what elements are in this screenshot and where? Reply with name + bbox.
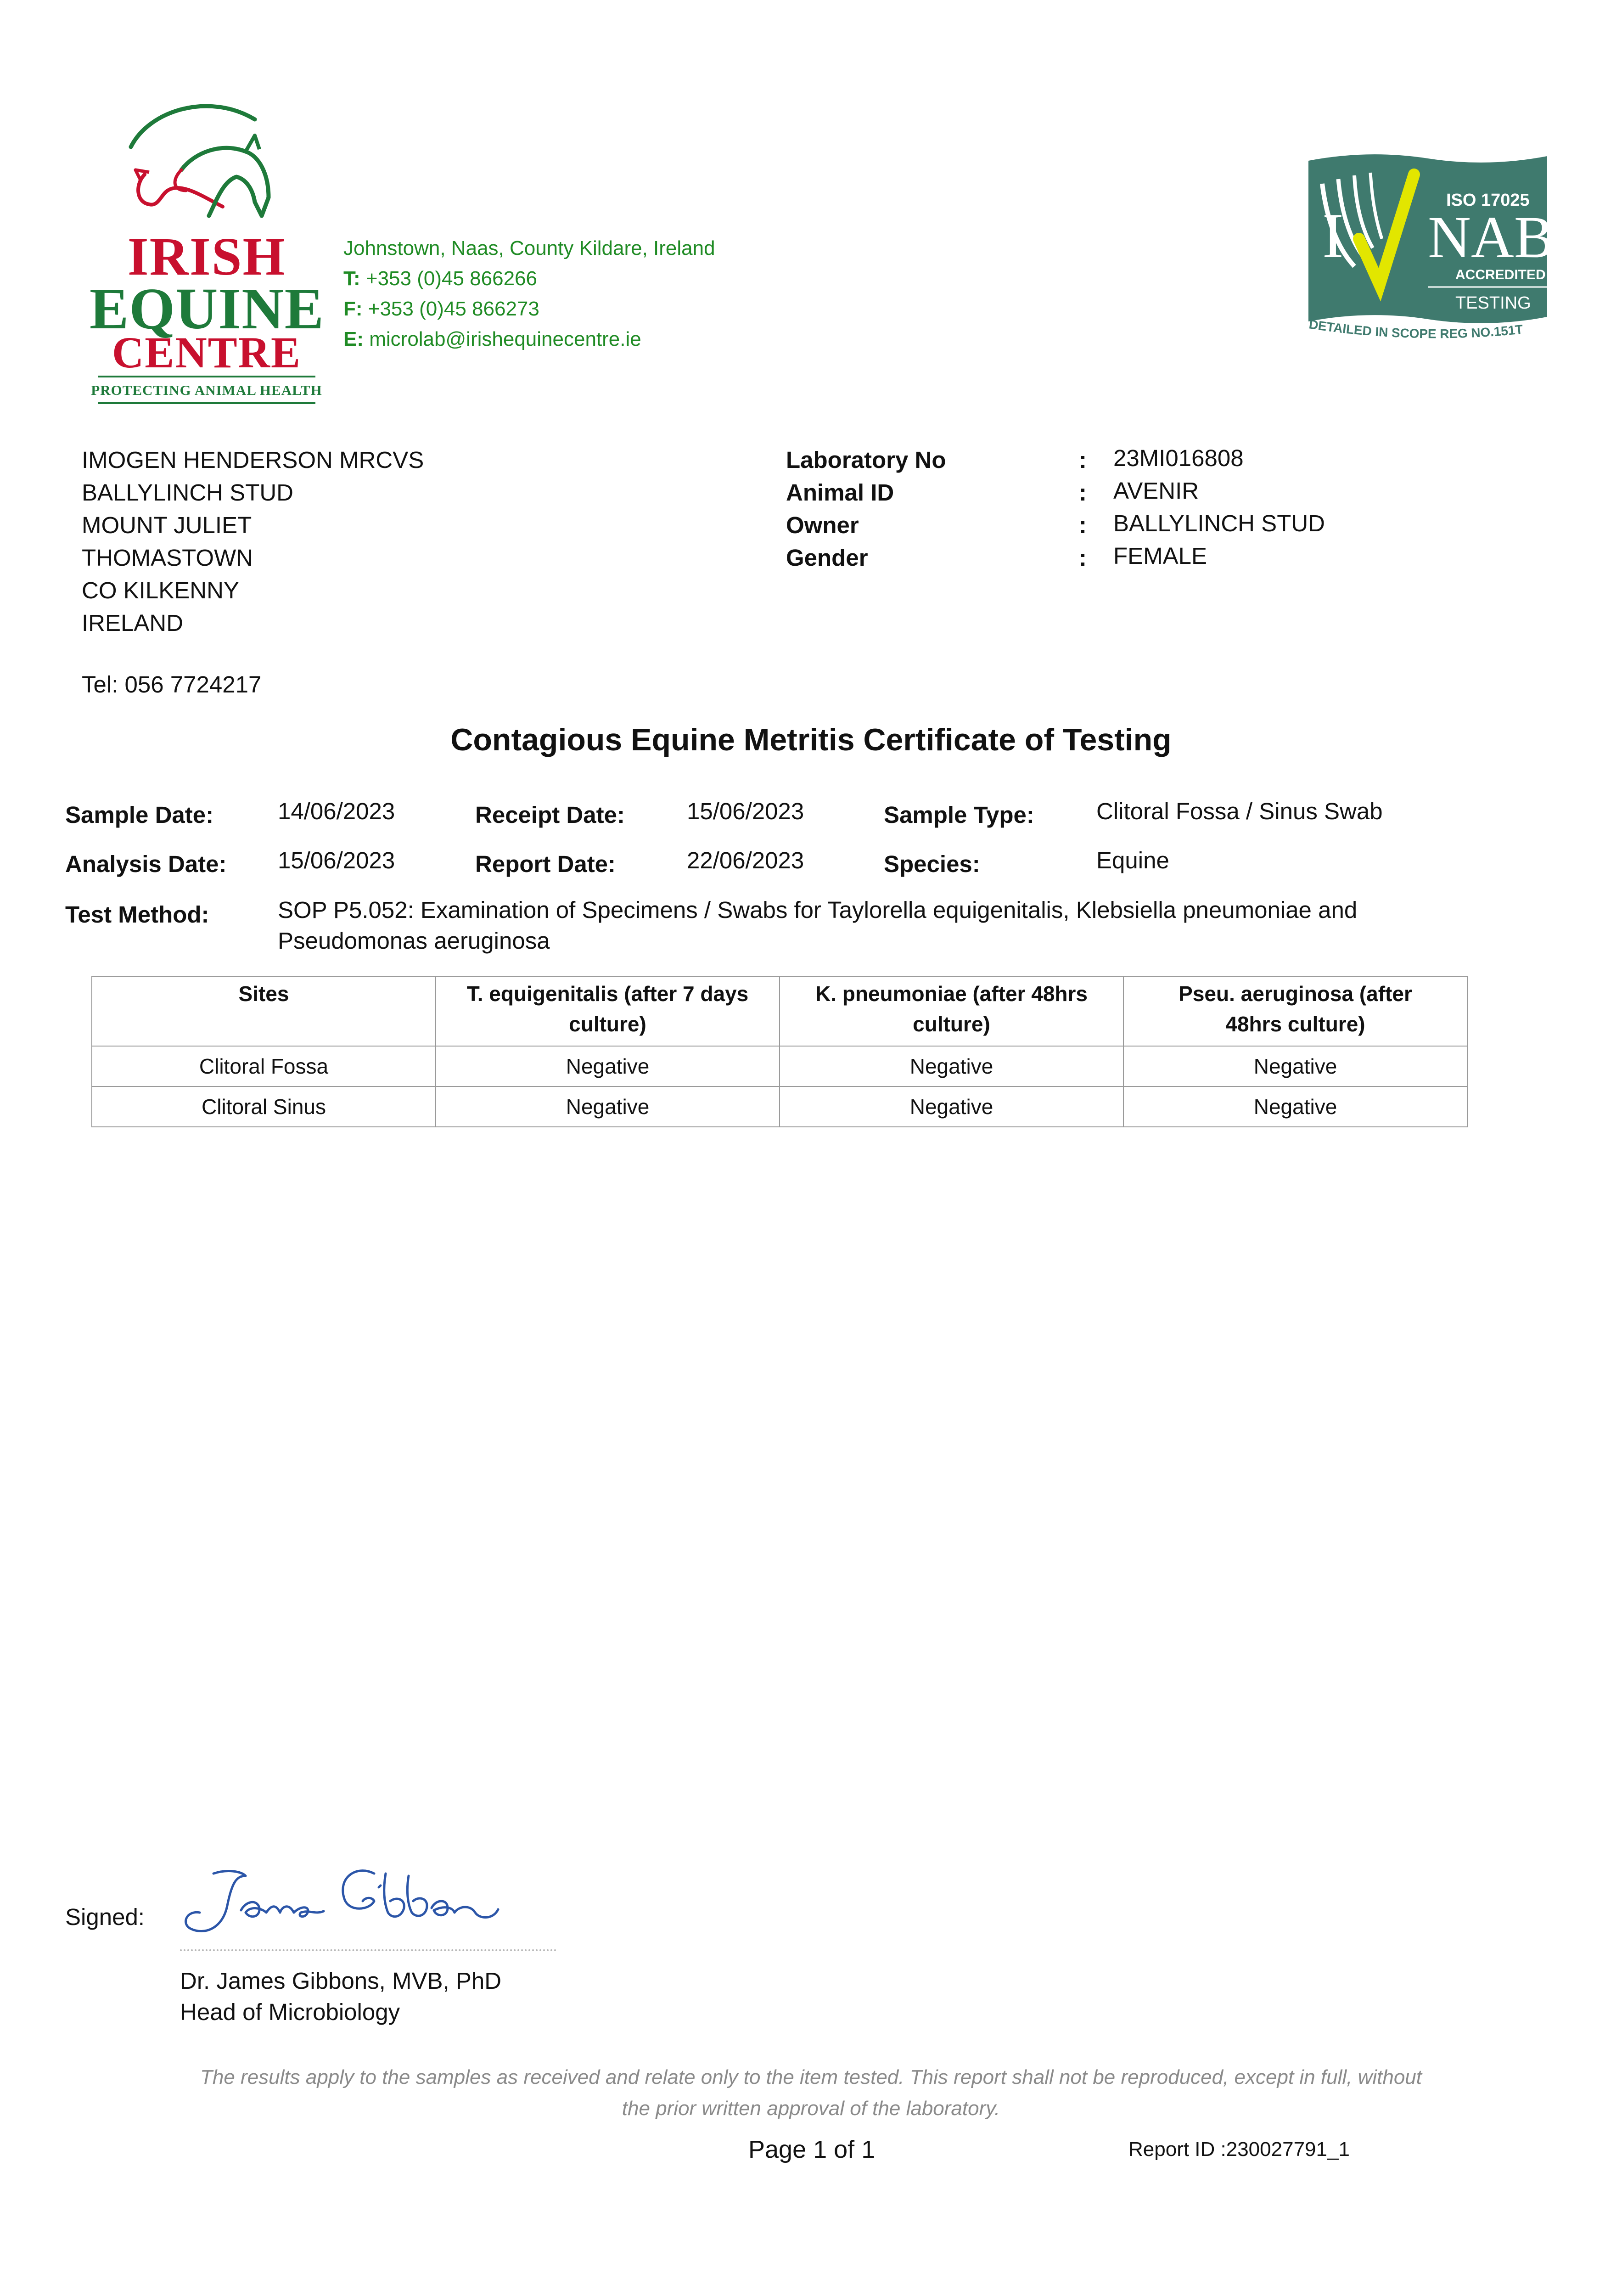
address-line: THOMASTOWN — [82, 545, 253, 571]
email-address: microlab@irishequinecentre.ie — [369, 328, 641, 350]
analysis-date-label: Analysis Date: — [65, 851, 227, 877]
colon: : — [1079, 447, 1087, 473]
table-header-row — [92, 976, 1467, 1046]
species-value: Equine — [1096, 847, 1169, 873]
disclaimer — [115, 2062, 1507, 2124]
species-label: Species: — [884, 851, 980, 877]
logo-word-irish: IRISH — [127, 226, 286, 287]
lab-no-label: Laboratory No — [786, 447, 946, 473]
report-date-label: Report Date: — [475, 851, 616, 877]
report-date-value: 22/06/2023 — [687, 847, 804, 873]
table-cell-result: Negative — [1123, 1046, 1467, 1086]
contact-block — [343, 233, 715, 355]
page-number: Page 1 of 1 — [748, 2136, 876, 2163]
sample-date-value: 14/06/2023 — [278, 798, 395, 824]
handwritten-signature — [177, 1855, 507, 1947]
inab-i-letter: I — [1322, 200, 1344, 271]
address-line: BALLYLINCH STUD — [82, 479, 294, 506]
receipt-date-label: Receipt Date: — [475, 802, 625, 828]
animal-id-label: Animal ID — [786, 479, 894, 506]
test-method-label: Test Method: — [65, 901, 209, 928]
inab-status: ACCREDITED — [1455, 267, 1546, 282]
table-cell-site: Clitoral Sinus — [92, 1086, 436, 1127]
table-cell-result: Negative — [1123, 1086, 1467, 1127]
test-method-line: SOP P5.052: Examination of Specimens / Swabs for Taylorella equigenitalis, Klebsiella pneumoniae and — [278, 897, 1358, 923]
table-row — [92, 1086, 1467, 1127]
column-header-sites: Sites — [92, 976, 436, 1046]
inab-nab-letters: NAB — [1428, 204, 1552, 270]
address-line: IRELAND — [82, 610, 184, 636]
inab-scope: DETAILED IN SCOPE REG NO.151T — [1308, 317, 1524, 341]
column-header-k-pneumoniae: K. pneumoniae (after 48hrs culture) — [780, 976, 1123, 1046]
sample-type-label: Sample Type: — [884, 802, 1034, 828]
report-id: Report ID :230027791_1 — [1128, 2138, 1350, 2161]
colon: : — [1079, 545, 1087, 571]
horse-head-logo-icon — [117, 92, 301, 230]
signatory-role: Head of Microbiology — [180, 1999, 400, 2025]
colon: : — [1079, 512, 1087, 538]
signed-label: Signed: — [65, 1904, 145, 1930]
phone-line — [343, 264, 715, 294]
logo-tagline: PROTECTING ANIMAL HEALTH — [91, 382, 322, 398]
inab-category: TESTING — [1455, 293, 1531, 313]
address-line: IMOGEN HENDERSON MRCVS — [82, 447, 424, 473]
disclaimer-line: The results apply to the samples as received and relate only to the item tested. This report shall not be reproduced, except in full, without — [200, 2066, 1422, 2088]
logo-divider — [98, 402, 315, 404]
fax-number: +353 (0)45 866273 — [368, 298, 539, 320]
fax-label: F: — [343, 298, 363, 320]
lab-no-value: 23MI016808 — [1113, 445, 1244, 471]
logo-divider — [98, 376, 315, 377]
signature-line — [180, 1949, 556, 1951]
table-cell-site: Clitoral Fossa — [92, 1046, 436, 1086]
lab-address: Johnstown, Naas, County Kildare, Ireland — [343, 237, 715, 259]
address-line: CO KILKENNY — [82, 577, 239, 603]
table-row — [92, 1046, 1467, 1086]
inab-accreditation-badge — [1304, 147, 1552, 349]
receipt-date-value: 15/06/2023 — [687, 798, 804, 824]
inab-standard: ISO 17025 — [1446, 191, 1530, 210]
signatory-name: Dr. James Gibbons, MVB, PhD — [180, 1968, 502, 1994]
owner-value: BALLYLINCH STUD — [1113, 510, 1325, 536]
animal-id-value: AVENIR — [1113, 478, 1199, 504]
test-method-value — [278, 898, 1471, 952]
logo-word-equine: EQUINE — [90, 276, 324, 341]
inab-badge-icon — [1304, 147, 1552, 349]
table-cell-result: Negative — [780, 1046, 1123, 1086]
recipient-address — [82, 444, 424, 639]
recipient-tel: Tel: 056 7724217 — [82, 671, 262, 698]
phone-label: T: — [343, 267, 360, 290]
test-method-line: Pseudomonas aeruginosa — [278, 928, 550, 954]
results-table — [91, 976, 1468, 1127]
table-cell-result: Negative — [436, 1086, 780, 1127]
certificate-title: Contagious Equine Metritis Certificate of Testing — [450, 722, 1172, 757]
irish-equine-centre-logo — [90, 92, 324, 404]
sample-type-value: Clitoral Fossa / Sinus Swab — [1096, 798, 1383, 824]
colon: : — [1079, 479, 1087, 506]
sample-date-label: Sample Date: — [65, 802, 214, 828]
analysis-date-value: 15/06/2023 — [278, 847, 395, 873]
column-header-p-aeruginosa: Pseu. aeruginosa (after 48hrs culture) — [1123, 976, 1467, 1046]
gender-value: FEMALE — [1113, 543, 1207, 569]
owner-label: Owner — [786, 512, 859, 538]
table-cell-result: Negative — [436, 1046, 780, 1086]
email-label: E: — [343, 328, 364, 350]
disclaimer-line: the prior written approval of the laboratory. — [622, 2097, 1000, 2120]
address-line: MOUNT JULIET — [82, 512, 252, 538]
table-cell-result: Negative — [780, 1086, 1123, 1127]
phone-number: +353 (0)45 866266 — [365, 267, 537, 290]
column-header-t-equigenitalis: T. equigenitalis (after 7 days culture) — [436, 976, 780, 1046]
email-line — [343, 324, 715, 355]
fax-line — [343, 294, 715, 324]
gender-label: Gender — [786, 545, 868, 571]
logo-word-centre: CENTRE — [112, 328, 302, 377]
